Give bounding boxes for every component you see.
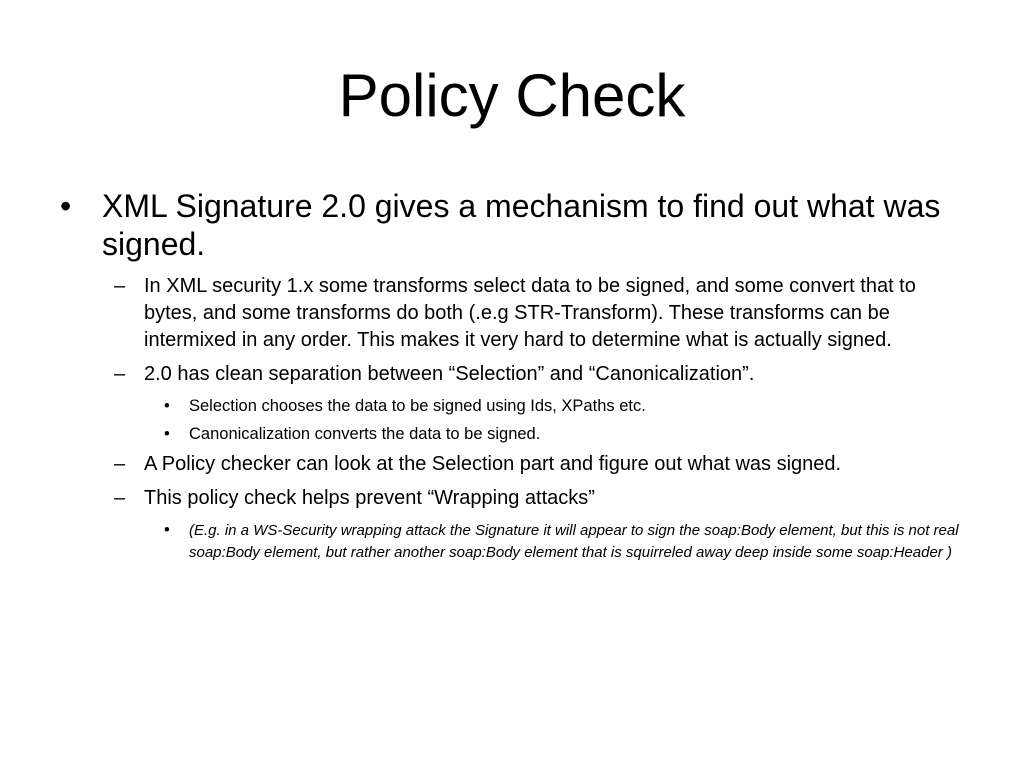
bullet-text: A Policy checker can look at the Selection part and figure out what was signed. — [144, 453, 842, 475]
bullet-dash-icon: – — [114, 487, 126, 509]
bullet-dash-icon: – — [114, 275, 126, 297]
bullet-level2 — [102, 485, 970, 512]
bullet-text: In XML security 1.x some transforms select data to be signed, and some convert that to bytes, and some transforms do both (.e.g STR-Transform). These transforms can be intermixed in any order. This makes it very hard to determine what is actually signed. — [144, 275, 916, 351]
bullet-level1 — [60, 187, 970, 263]
slide-body — [60, 187, 970, 569]
bullet-dash-icon: – — [114, 363, 126, 385]
bullet-text: Selection chooses the data to be signed using Ids, XPaths etc. — [189, 397, 646, 415]
bullet-dot-icon: • — [60, 188, 72, 224]
bullet-dot-icon: • — [164, 397, 170, 415]
bullet-level3 — [144, 519, 970, 563]
bullet-dash-icon: – — [114, 453, 126, 475]
bullet-level2 — [102, 273, 970, 354]
bullet-dot-icon: • — [164, 521, 170, 539]
bullet-text: Canonicalization converts the data to be signed. — [189, 425, 541, 443]
bullet-level2 — [102, 451, 970, 478]
bullet-dot-icon: • — [164, 425, 170, 443]
bullet-level3 — [144, 423, 970, 445]
bullet-text: This policy check helps prevent “Wrapping attacks” — [144, 487, 595, 509]
bullet-text: (E.g. in a WS-Security wrapping attack the Signature it will appear to sign the soap:Body element, but this is not real soap:Body element, but rather another soap:Body element that is squirreled away deep inside some soap:Header ) — [189, 522, 959, 561]
bullet-text: XML Signature 2.0 gives a mechanism to find out what was signed. — [102, 188, 941, 262]
bullet-level2 — [102, 361, 970, 388]
bullet-text: 2.0 has clean separation between “Selection” and “Canonicalization”. — [144, 363, 755, 385]
slide-title: Policy Check — [338, 62, 686, 129]
bullet-level3 — [144, 395, 970, 417]
